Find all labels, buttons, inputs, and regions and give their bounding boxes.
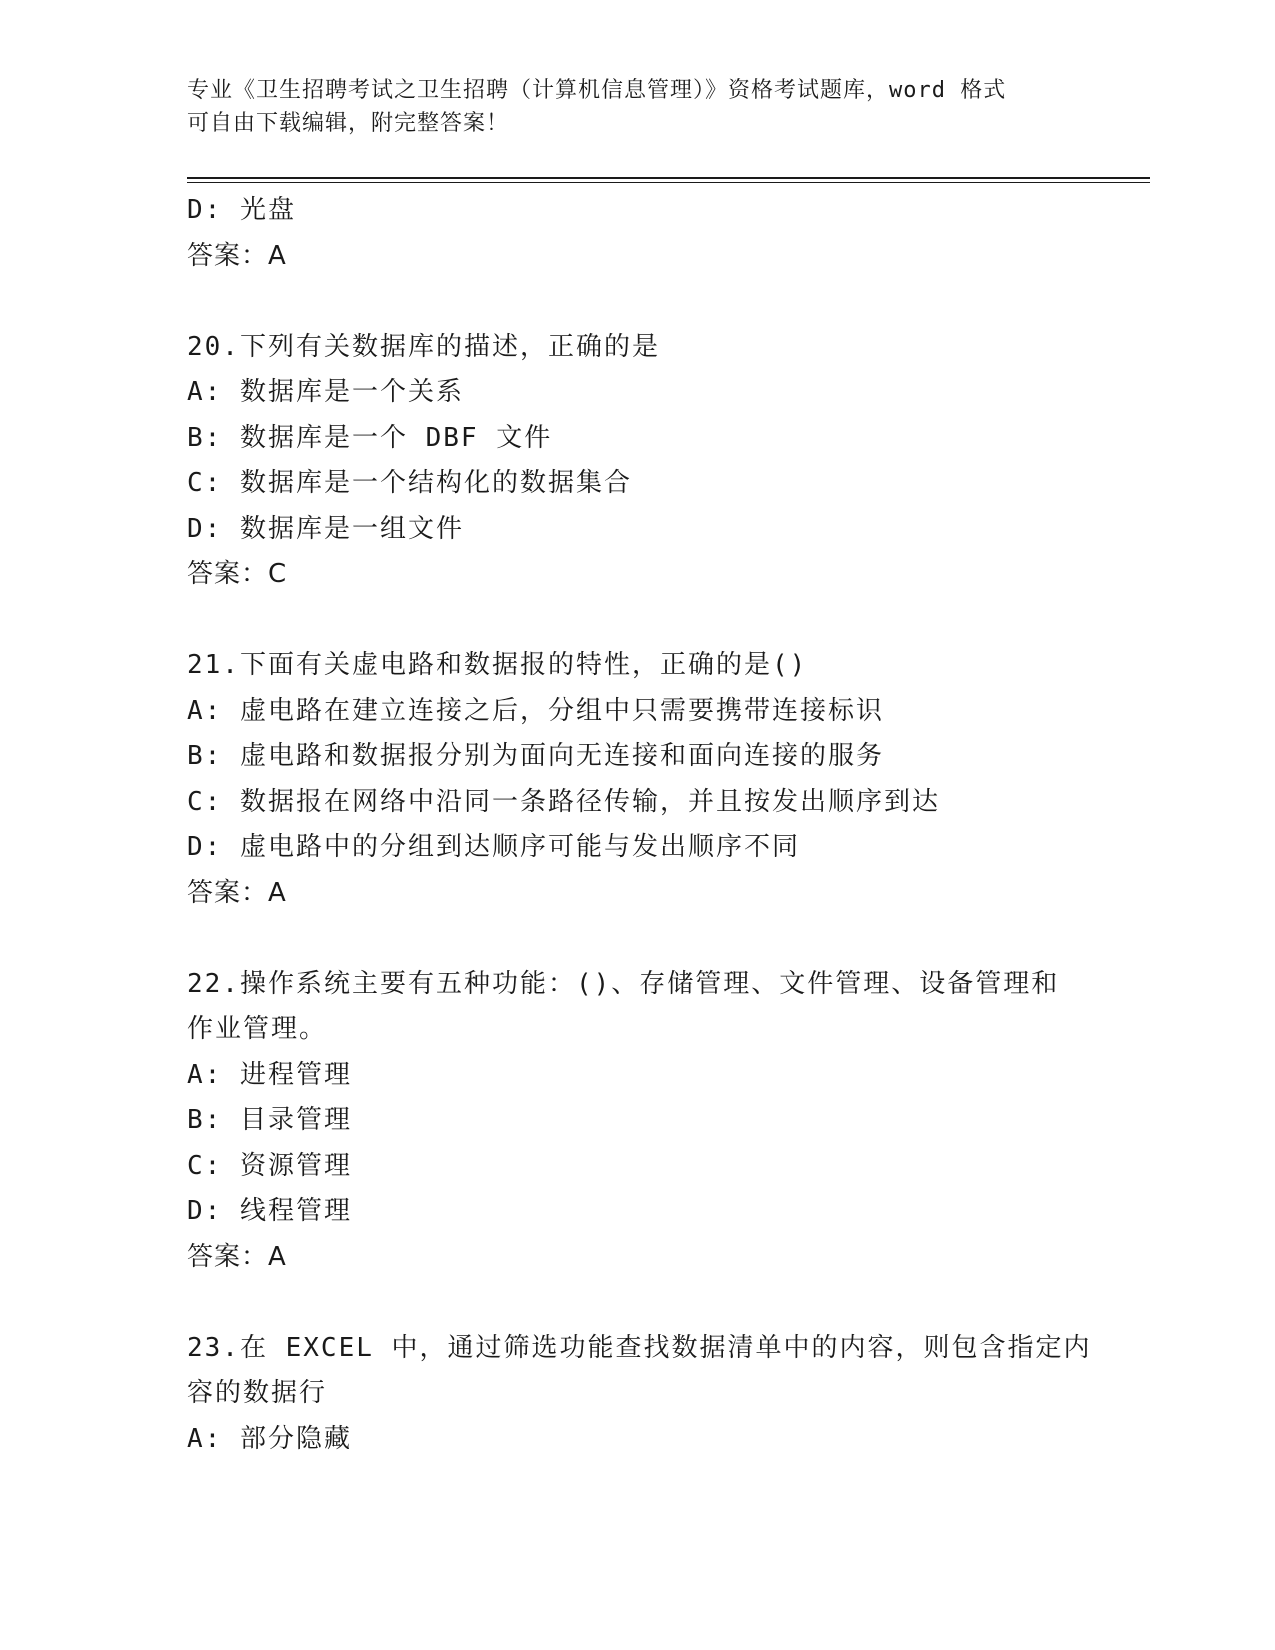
spacer — [187, 279, 1087, 325]
prev-answer: 答案：A — [187, 240, 287, 271]
question-text-line-1: 23.在 EXCEL 中，通过筛选功能查找数据清单中的内容，则包含指定内 — [187, 1332, 1092, 1363]
question-text-line-1: 22.操作系统主要有五种功能：()、存储管理、文件管理、设备管理和 — [187, 968, 1060, 999]
option-a: A: 虚电路在建立连接之后，分组中只需要携带连接标识 — [187, 695, 884, 726]
option-b: B: 数据库是一个 DBF 文件 — [187, 422, 553, 453]
spacer — [187, 598, 1087, 644]
option-b: B: 虚电路和数据报分别为面向无连接和面向连接的服务 — [187, 741, 884, 771]
option-c: C: 资源管理 — [187, 1150, 352, 1181]
option-a: A: 进程管理 — [187, 1059, 352, 1090]
header-divider-thin — [187, 182, 1150, 183]
prev-option-d: D: 光盘 — [187, 195, 296, 225]
option-c: C: 数据报在网络中沿同一条路径传输，并且按发出顺序到达 — [187, 786, 940, 817]
option-a: A: 数据库是一个关系 — [187, 377, 464, 407]
answer: 答案：C — [187, 559, 288, 589]
header-divider-thick — [187, 177, 1150, 179]
option-d: D: 线程管理 — [187, 1196, 352, 1226]
answer: 答案：A — [187, 1241, 287, 1272]
spacer — [187, 1280, 1087, 1326]
question-text-line-2: 作业管理。 — [187, 1014, 328, 1044]
option-c: C: 数据库是一个结构化的数据集合 — [187, 468, 632, 498]
question-text: 21.下面有关虚电路和数据报的特性，正确的是() — [187, 650, 808, 680]
question-21 — [187, 643, 1087, 916]
document-header — [187, 74, 1067, 140]
answer: 答案：A — [187, 877, 287, 908]
document-body — [187, 188, 1092, 1462]
option-d: D: 数据库是一组文件 — [187, 513, 464, 544]
header-line-1: 专业《卫生招聘考试之卫生招聘（计算机信息管理）》资格考试题库，word 格式 — [187, 78, 1007, 103]
option-a: A: 部分隐藏 — [187, 1423, 352, 1454]
question-22 — [187, 962, 1087, 1281]
question-text: 20.下列有关数据库的描述，正确的是 — [187, 331, 660, 362]
question-20 — [187, 325, 1087, 598]
option-b: B: 目录管理 — [187, 1105, 352, 1135]
question-23 — [187, 1326, 1092, 1463]
question-text-line-2: 容的数据行 — [187, 1378, 328, 1408]
spacer — [187, 916, 1087, 962]
header-line-2: 可自由下载编辑，附完整答案！ — [187, 111, 510, 136]
option-d: D: 虚电路中的分组到达顺序可能与发出顺序不同 — [187, 832, 800, 862]
